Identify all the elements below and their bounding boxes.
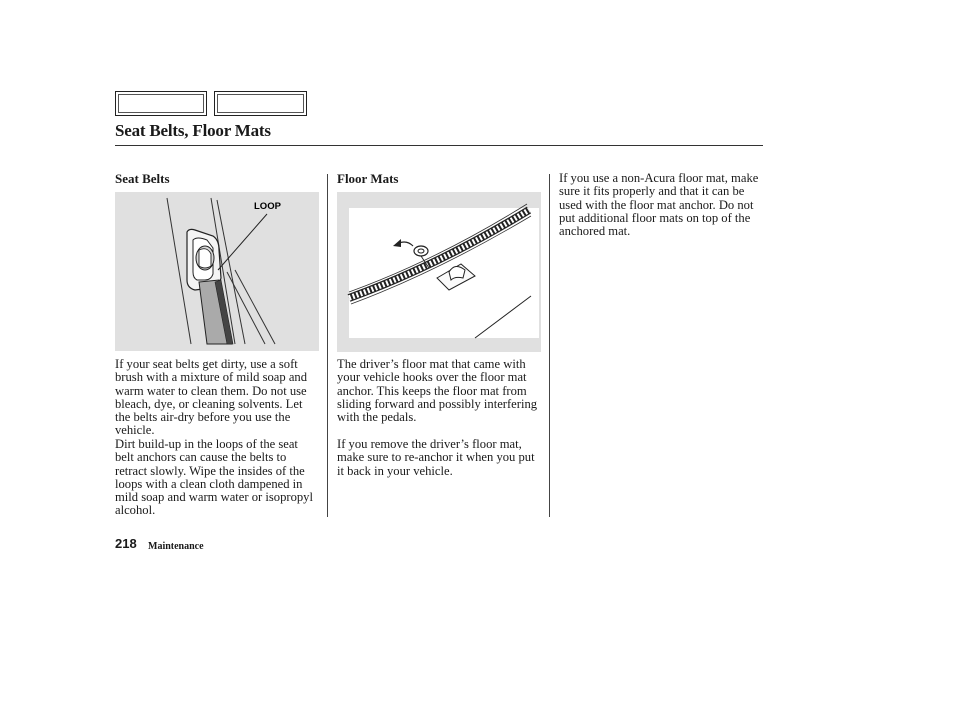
floor-mat-anchor-illustration: [337, 192, 541, 352]
seat-belts-paragraph-1: [115, 358, 319, 438]
section-label: Maintenance: [148, 541, 204, 552]
header-tab-box-left: [115, 91, 207, 116]
non-acura-mat-paragraph-text: If you use a non-Acura floor mat, make sure it fits properly and that it can be used with the floor mat anchor. Do not put additional floor mats on top of the anchored mat.: [559, 171, 759, 239]
title-rule: [115, 145, 763, 146]
header-tab-box-right: [214, 91, 307, 116]
seat-belts-paragraph-2-text: Dirt build-up in the loops of the seat belt anchors can cause the belts to retract slowly. Wipe the insides of the loops with a clean cloth dampened in mild soap and warm water or isopropyl alcohol.: [115, 437, 313, 518]
seat-belts-paragraph-1-text: If your seat belts get dirty, use a soft brush with a mixture of mild soap and warm water to clean them. Do not use bleach, dye, or cleaning solvents. Let the belts air-dry before you use the vehicle.: [115, 357, 308, 438]
page-number: 218: [115, 536, 137, 551]
floor-mats-paragraph-1-text: The driver’s floor mat that came with your vehicle hooks over the floor mat anchor. This keeps the floor mat from sliding forward and possibly interfering with the pedals.: [337, 357, 538, 425]
loop-label: LOOP: [254, 201, 281, 212]
seat-belt-loop-illustration: [115, 192, 319, 351]
floor-mats-paragraph-1: [337, 358, 543, 424]
column-divider: [327, 174, 328, 517]
floor-mats-heading: Floor Mats: [337, 171, 399, 186]
floor-mats-paragraph-2: [337, 438, 543, 478]
non-acura-mat-paragraph: [559, 172, 761, 238]
seat-belts-paragraph-2: [115, 438, 319, 518]
floor-mats-paragraph-2-text: If you remove the driver’s floor mat, make sure to re-anchor it when you put it back in your vehicle.: [337, 437, 535, 478]
page-title: Seat Belts, Floor Mats: [115, 121, 271, 140]
seat-belts-heading: Seat Belts: [115, 171, 170, 186]
column-divider: [549, 174, 550, 517]
